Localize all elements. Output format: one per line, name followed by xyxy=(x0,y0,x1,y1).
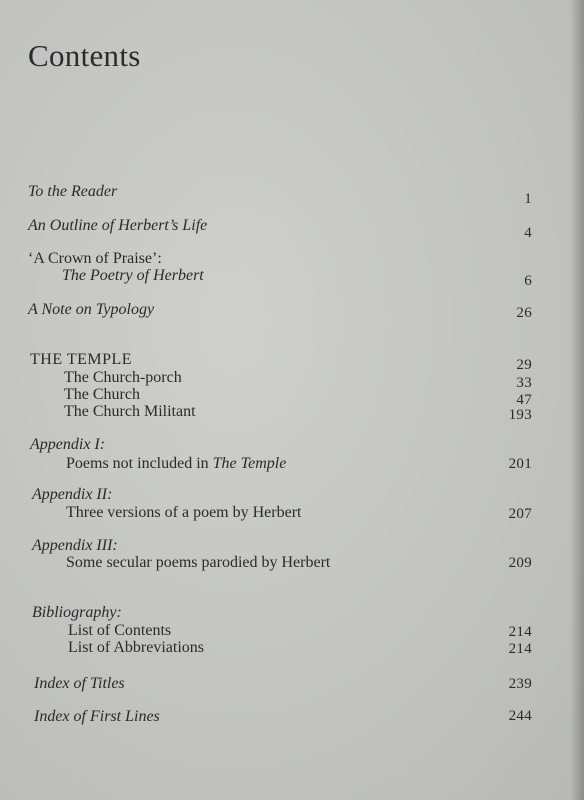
toc-page-number: 26 xyxy=(516,305,532,321)
toc-entry-label: ‘A Crown of Praise’: xyxy=(28,250,162,267)
toc-page-number: 4 xyxy=(524,225,532,241)
toc-page-number: 47 xyxy=(516,392,532,408)
toc-entry-label: List of Abbreviations xyxy=(68,639,204,656)
toc-page-number: 33 xyxy=(516,375,532,391)
toc-entry-label: List of Contents xyxy=(68,622,172,639)
toc-page-number: 29 xyxy=(516,357,532,373)
toc-page-number: 214 xyxy=(508,641,532,657)
toc-page-number: 207 xyxy=(508,506,532,522)
toc-page-number: 193 xyxy=(508,407,532,423)
toc-entry-label: Appendix I: xyxy=(30,436,106,453)
toc-entry-sublabel: Some secular poems parodied by Herbert xyxy=(66,554,331,571)
toc-entry-label: An Outline of Herbert’s Life xyxy=(28,217,208,234)
toc-entry-sublabel: Three versions of a poem by Herbert xyxy=(66,504,302,521)
toc-entry-label: THE TEMPLE xyxy=(30,351,133,368)
toc-entry-label: Appendix III: xyxy=(32,537,118,554)
toc-page-number: 6 xyxy=(524,273,532,289)
toc-entry-label: A Note on Typology xyxy=(28,301,155,318)
toc-page-number: 209 xyxy=(508,555,532,571)
toc-entry-label: Bibliography: xyxy=(32,604,122,621)
toc-page-number: 239 xyxy=(508,676,532,692)
toc-entry-sublabel: The Poetry of Herbert xyxy=(62,267,204,284)
toc-entry-sublabel: Poems not included in The Temple xyxy=(66,455,287,472)
toc-entry-label: The Church-porch xyxy=(64,369,182,386)
toc-entry-label: Index of Titles xyxy=(34,675,125,692)
toc-page-number: 1 xyxy=(524,191,532,207)
toc-entry-label: The Church Militant xyxy=(64,403,196,420)
toc-entry-label: To the Reader xyxy=(28,183,118,200)
toc-entry-label: The Church xyxy=(64,386,140,403)
toc-page-number: 214 xyxy=(508,624,532,640)
toc-page-number: 201 xyxy=(508,456,532,472)
page-title: Contents xyxy=(28,38,141,73)
toc-entry-label: Appendix II: xyxy=(32,486,113,503)
toc-entry-label: Index of First Lines xyxy=(34,708,160,725)
toc-page-number: 244 xyxy=(508,708,532,724)
page-edge-shadow xyxy=(570,0,584,800)
